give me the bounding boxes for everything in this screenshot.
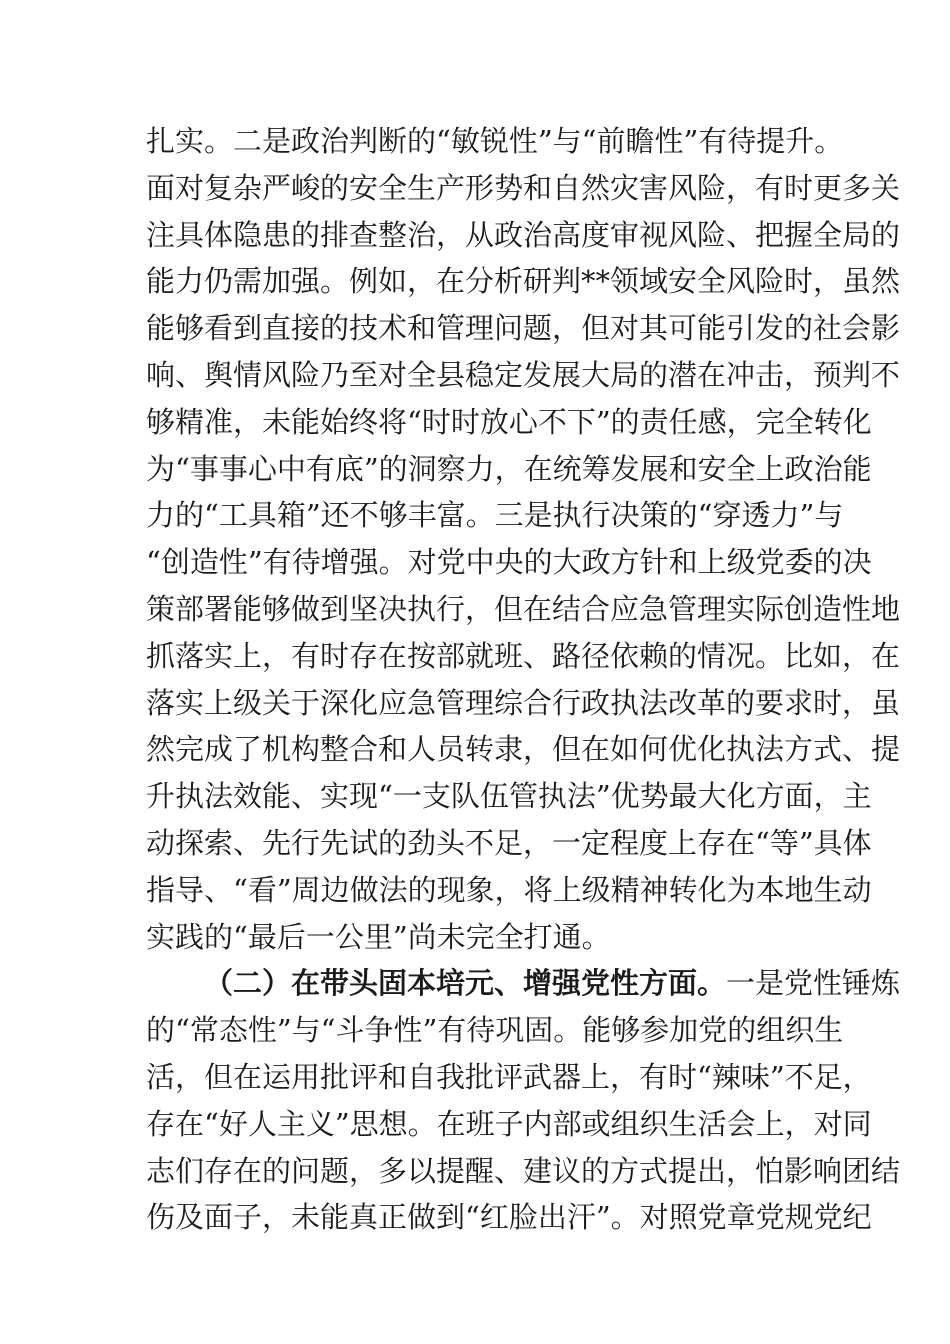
section-2-first-line-rest: 一是党性锤炼 [726, 966, 901, 1001]
text-line: 的“常态性”与“斗争性”有待巩固。能够参加党的组织生 [146, 1013, 844, 1048]
section-2-first-line [146, 960, 901, 1007]
text-line: 活，但在运用批评和自我批评武器上，有时“辣味”不足， [146, 1059, 872, 1094]
text-line: 存在“好人主义”思想。在班子内部或组织生活会上，对同 [146, 1106, 872, 1141]
text-line: 然完成了机构整合和人员转隶，但在如何优化执法方式、提 [146, 732, 901, 767]
text-line: 能力仍需加强。例如，在分析研判**领域安全风险时，虽然 [146, 264, 901, 299]
text-line: 实践的“最后一公里”尚未完全打通。 [146, 919, 611, 954]
text-line: 力的“工具箱”还不够丰富。三是执行决策的“穿透力”与 [146, 498, 844, 533]
text-line: 抓落实上，有时存在按部就班、路径依赖的情况。比如，在 [146, 638, 901, 673]
text-line: 落实上级关于深化应急管理综合行政执法改革的要求时，虽 [146, 685, 901, 720]
section-2-heading: （二）在带头固本培元、增强党性方面。 [204, 966, 727, 1001]
text-line: 策部署能够做到坚决执行，但在结合应急管理实际创造性地 [146, 591, 901, 626]
text-line: 伤及面子，未能真正做到“红脸出汗”。对照党章党规党纪 [146, 1200, 872, 1235]
body-text [146, 118, 901, 1241]
text-line: 响、舆情风险乃至对全县稳定发展大局的潜在冲击，预判不 [146, 357, 901, 392]
text-line: “创造性”有待增强。对党中央的大政方针和上级党委的决 [146, 545, 872, 580]
text-line: 注具体隐患的排查整治，从政治高度审视风险、把握全局的 [146, 217, 901, 252]
text-line: 扎实。二是政治判断的“敏锐性”与“前瞻性”有待提升。 [146, 124, 844, 158]
text-line: 为“事事心中有底”的洞察力，在统筹发展和安全上政治能 [146, 451, 872, 486]
text-line: 面对复杂严峻的安全生产形势和自然灾害风险，有时更多关 [146, 170, 901, 205]
text-line: 动探索、先行先试的劲头不足，一定程度上存在“等”具体 [146, 825, 872, 860]
text-line: 能够看到直接的技术和管理问题，但对其可能引发的社会影 [146, 311, 901, 346]
text-line: 志们存在的问题，多以提醒、建议的方式提出，怕影响团结 [146, 1153, 901, 1188]
text-line: 够精准，未能始终将“时时放心不下”的责任感，完全转化 [146, 404, 872, 439]
text-line: 升执法效能、实现“一支队伍管执法”优势最大化方面，主 [146, 779, 872, 814]
text-line: 指导、“看”周边做法的现象，将上级精神转化为本地生动 [146, 872, 872, 907]
